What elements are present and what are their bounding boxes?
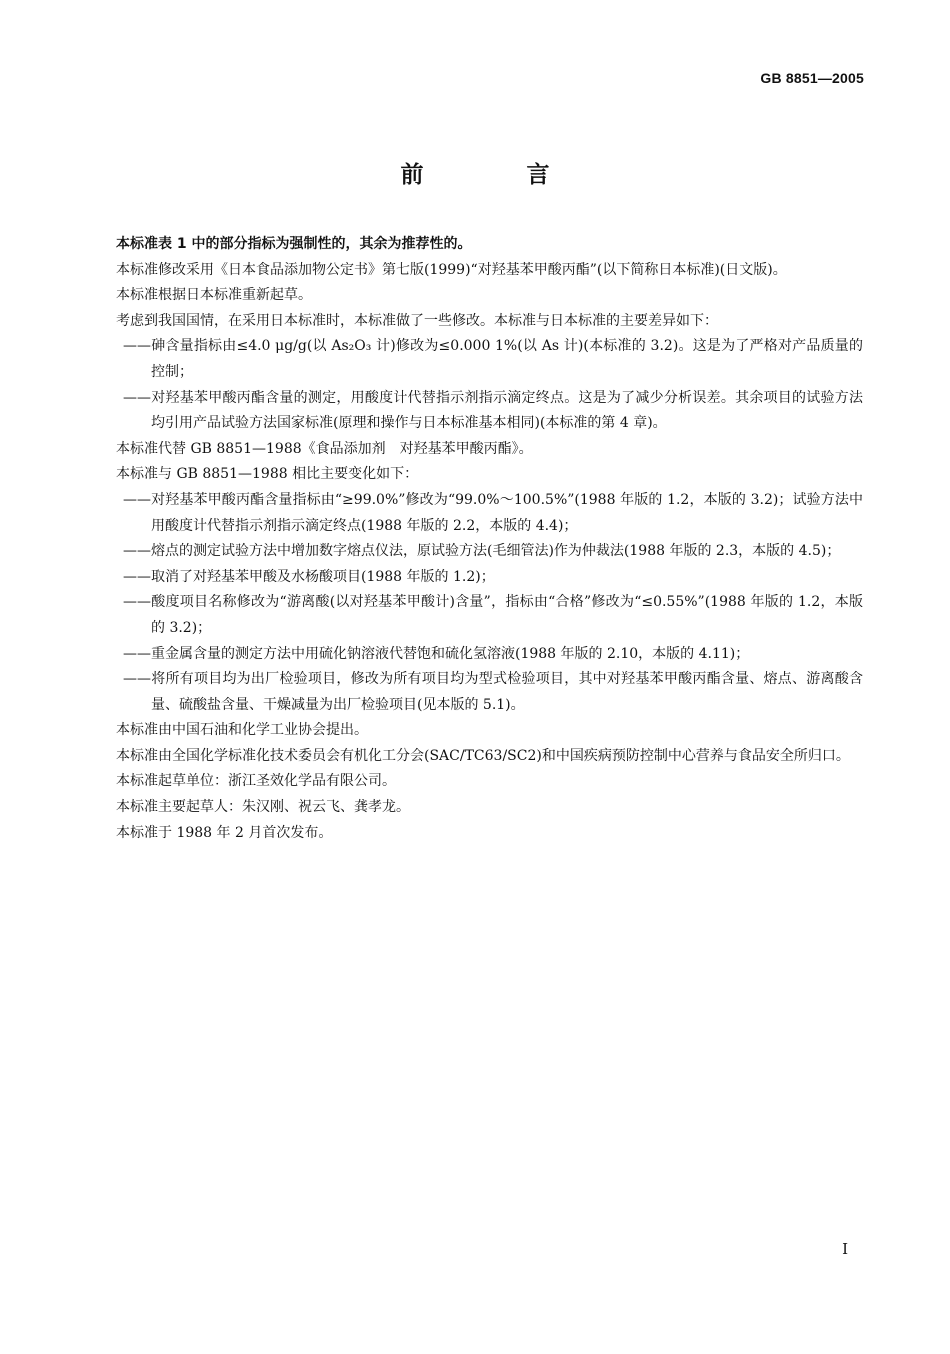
- change-item-melting-point: ——熔点的测定试验方法中增加数字熔点仪法，原试验方法(毛细管法)作为仲裁法(1988 年版的 2.3，本版的 4.5)；: [123, 543, 841, 560]
- change-item-heavy-metals: ——重金属含量的测定方法中用硫化钠溶液代替饱和硫化氢溶液(1988 年版的 2.10，本版的 4.11)；: [123, 645, 750, 662]
- change-item-content: ——对羟基苯甲酸丙酯含量指标由“≥99.0%”修改为“99.0%～100.5%”(1988 年版的 1.2，本版的 3.2)；试验方法中用酸度计代替指示剂指示滴定终点(1988 年版的 2.2，本版的 4.4)；: [123, 491, 863, 534]
- paragraph-differences-intro: 考虑到我国国情，在采用日本标准时，本标准做了一些修改。本标准与日本标准的主要差异如下：: [116, 312, 718, 329]
- standard-code: GB 8851—2005: [760, 70, 864, 86]
- paragraph-drafters: 本标准主要起草人：朱汉刚、祝云飞、龚孝龙。: [116, 799, 410, 816]
- paragraph-changes-intro: 本标准与 GB 8851—1988 相比主要变化如下：: [116, 466, 419, 483]
- paragraph-mandatory-note: 本标准表 1 中的部分指标为强制性的，其余为推荐性的。: [116, 236, 472, 252]
- change-item-inspection: ——将所有项目均为出厂检验项目，修改为所有项目均为型式检验项目，其中对羟基苯甲酸丙酯含量、熔点、游离酸含量、硫酸盐含量、干燥减量为出厂检验项目(见本版的 5.1)。: [123, 671, 863, 713]
- page-number: I: [842, 1240, 848, 1258]
- paragraph-first-issued: 本标准于 1988 年 2 月首次发布。: [116, 824, 333, 841]
- change-item-acidity: ——酸度项目名称修改为“游离酸(以对羟基苯甲酸计)含量”，指标由“合格”修改为“≤0.55%”(1988 年版的 1.2，本版的 3.2)；: [123, 594, 863, 636]
- paragraph-drafting-unit: 本标准起草单位：浙江圣效化学品有限公司。: [116, 773, 396, 790]
- paragraph-adoption: 本标准修改采用《日本食品添加物公定书》第七版(1999)“对羟基苯甲酸丙酯”(以下简称日本标准)(日文版)。: [116, 261, 787, 278]
- paragraph-replaces: 本标准代替 GB 8851—1988《食品添加剂 对羟基苯甲酸丙酯》。: [116, 440, 533, 457]
- page-title: 前 言: [400, 162, 590, 188]
- change-item-removed: ——取消了对羟基苯甲酸及水杨酸项目(1988 年版的 1.2)；: [123, 568, 495, 585]
- paragraph-proposed-by: 本标准由中国石油和化学工业协会提出。: [116, 722, 368, 739]
- paragraph-redrafted: 本标准根据日本标准重新起草。: [116, 287, 312, 304]
- paragraph-centralized-by: 本标准由全国化学标准化技术委员会有机化工分会(SAC/TC63/SC2)和中国疾病预防控制中心营养与食品安全所归口。: [116, 747, 850, 764]
- difference-item-arsenic: ——砷含量指标由≤4.0 μg/g(以 As₂O₃ 计)修改为≤0.000 1%(以 As 计)(本标准的 3.2)。这是为了严格对产品质量的控制；: [123, 338, 863, 380]
- difference-item-assay: ——对羟基苯甲酸丙酯含量的测定，用酸度计代替指示剂指示滴定终点。这是为了减少分析误差。其余项目的试验方法均引用产品试验方法国家标准(原理和操作与日本标准基本相同)(本标准的第 4 章)。: [123, 389, 863, 432]
- foreword-body: [88, 232, 863, 846]
